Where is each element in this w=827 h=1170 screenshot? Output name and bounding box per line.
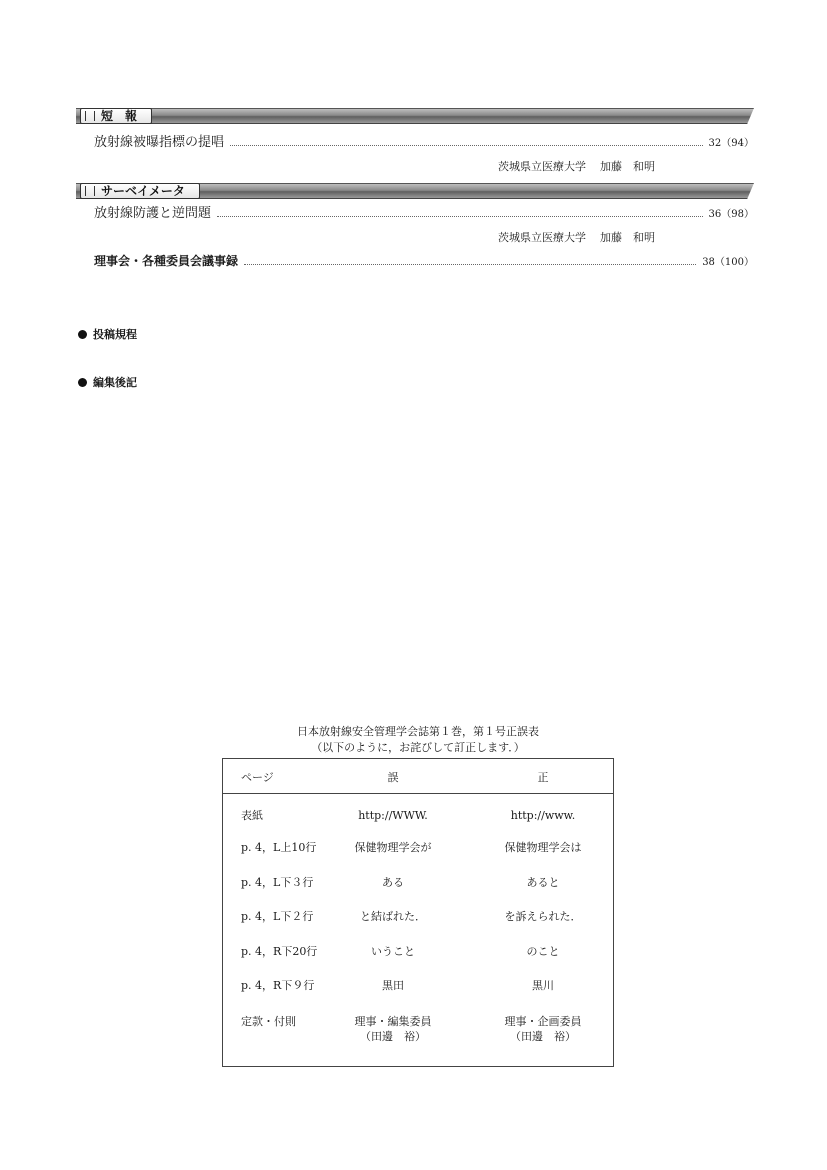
errata-header-row [223, 759, 613, 794]
toc-entry-author [498, 229, 655, 245]
cell-correct: を訴えられた． [504, 910, 582, 923]
bullet-editorial-postscript[interactable] [78, 374, 137, 390]
cell-page: p. 4，R下９行 [241, 979, 315, 992]
cell-correct [473, 1014, 613, 1044]
toc-entry-title: 放射線防護と逆問題 [94, 206, 212, 221]
cell-page: p. 4，L下２行 [241, 910, 314, 923]
cell-page: p. 4，L上10行 [241, 841, 317, 854]
author-affiliation: 茨城県立医療大学 [498, 231, 586, 244]
leader-dots [217, 206, 703, 217]
errata-subheading: （以下のように，お詫びして訂正します．） [311, 741, 525, 754]
cell-correct-line2: （田邊 裕） [510, 1030, 576, 1043]
cell-wrong: いうこと [371, 945, 415, 958]
author-name: 加藤 和明 [600, 231, 655, 244]
section-label-short-report: 短 報 [80, 108, 152, 124]
toc-entry-exposure-index[interactable] [94, 134, 754, 152]
cell-wrong [323, 1014, 463, 1044]
bullet-icon [78, 330, 87, 339]
bullet-label: 編集後記 [93, 376, 137, 389]
cell-correct: 保健物理学会は [504, 841, 582, 854]
cell-wrong: 黒田 [382, 979, 404, 992]
cell-wrong: http://WWW. [358, 809, 428, 822]
cell-correct: あると [526, 876, 560, 889]
cell-correct: 黒川 [532, 979, 554, 992]
cell-wrong-line2: （田邊 裕） [360, 1030, 426, 1043]
bullet-submission-rules[interactable] [78, 326, 137, 342]
toc-entry-page: 32（94） [708, 138, 754, 149]
toc-entry-author [498, 158, 655, 174]
bullet-label: 投稿規程 [93, 328, 137, 341]
bullet-icon [78, 378, 87, 387]
author-affiliation: 茨城県立医療大学 [498, 160, 586, 173]
header-correct: 正 [537, 771, 549, 784]
toc-entry-inverse-problem[interactable] [94, 205, 754, 223]
section-bar-short-report [76, 108, 754, 124]
toc-entry-title: 理事会・各種委員会議事録 [94, 254, 239, 268]
toc-entry-title: 放射線被曝指標の提唱 [94, 135, 225, 150]
cell-correct: http://www. [510, 809, 576, 822]
cell-page: 表紙 [241, 809, 263, 822]
leader-dots [244, 254, 696, 265]
errata-heading: 日本放射線安全管理学会誌第１巻，第１号正誤表 [297, 725, 539, 738]
toc-entry-minutes[interactable] [94, 252, 754, 270]
errata-table [222, 758, 614, 1067]
toc-entry-page: 36（98） [708, 209, 754, 220]
cell-correct: のこと [526, 945, 560, 958]
tab-notch-icon [85, 111, 95, 121]
header-page: ページ [241, 771, 274, 784]
tab-notch-icon [85, 186, 95, 196]
toc-entry-page: 38（100） [702, 257, 754, 268]
cell-page: 定款・付則 [241, 1015, 296, 1028]
cell-wrong: ある [382, 876, 404, 889]
cell-wrong-line1: 理事・編集委員 [354, 1015, 432, 1028]
header-wrong: 誤 [387, 771, 399, 784]
section-label-survey-meter: サーベイメータ [80, 183, 200, 199]
cell-page: p. 4，L下３行 [241, 876, 314, 889]
cell-page: p. 4，R下20行 [241, 945, 318, 958]
cell-wrong: と結ばれた． [360, 910, 426, 923]
errata-title [220, 724, 616, 756]
cell-correct-line1: 理事・企画委員 [504, 1015, 582, 1028]
cell-wrong: 保健物理学会が [354, 841, 432, 854]
author-name: 加藤 和明 [600, 160, 655, 173]
leader-dots [230, 135, 703, 146]
